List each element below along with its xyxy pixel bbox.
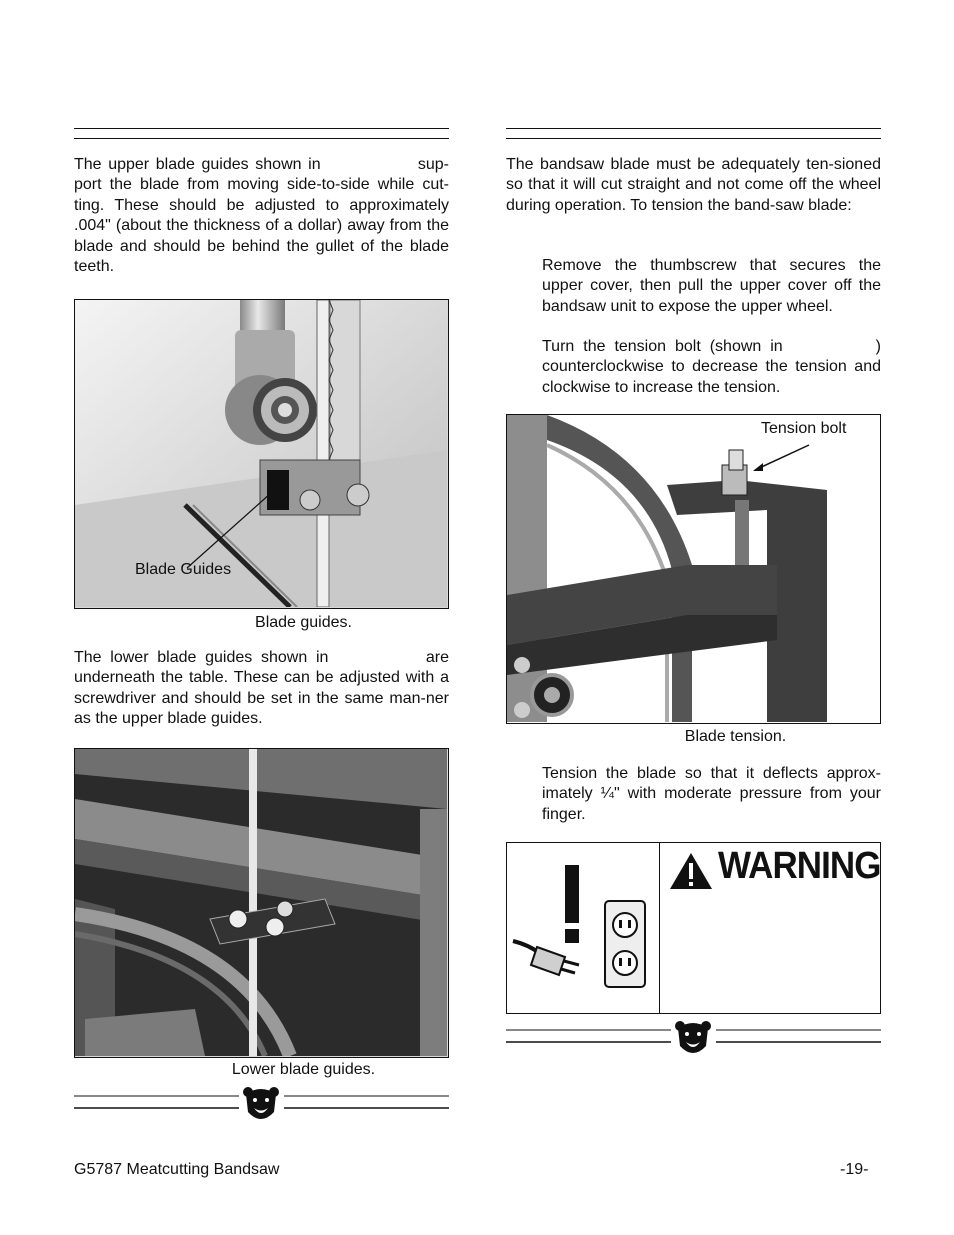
figure-caption: Blade tension. xyxy=(684,728,787,745)
bear-divider xyxy=(506,1018,881,1060)
section-rule xyxy=(506,138,881,139)
blade-guides-photo xyxy=(74,299,449,609)
bear-divider xyxy=(74,1084,449,1124)
unplug-icon xyxy=(509,857,657,997)
upper-guides-paragraph: The upper blade guides shown in sup-port the blade from moving side-to-side while cut-ting. These should be adjusted to approximately .004" (about the thickness of a dollar) away from the blade and should be behind the gullet of the blade teeth. xyxy=(74,156,449,276)
step-2: Turn the tension bolt (shown in ) counterclockwise to decrease the tension and clockwise to increase the tension. xyxy=(542,338,881,396)
lower-guides-paragraph: The lower blade guides shown in are underneath the table. These can be adjusted with a screwdriver and should be set in the same man-ner as the upper blade guides. xyxy=(74,649,450,728)
step-1: Remove the thumbscrew that secures the upper cover, then pull the upper cover off the bandsaw unit to expose the upper wheel. xyxy=(542,257,881,315)
warning-triangle-icon xyxy=(668,851,714,891)
figure-caption: Blade guides. xyxy=(255,614,352,631)
lower-blade-guides-photo xyxy=(74,748,449,1058)
figure-caption: Lower blade guides. xyxy=(231,1061,376,1078)
warning-label: WARNING xyxy=(718,845,881,887)
blade-tension-photo xyxy=(506,414,881,724)
tension-bolt-callout: Tension bolt xyxy=(761,420,847,437)
section-rule xyxy=(74,138,449,139)
tension-intro-paragraph: The bandsaw blade must be adequately ten-sioned so that it will cut straight and not come off the wheel during operation. To tension the band-saw blade: xyxy=(506,156,881,214)
bear-logo-icon xyxy=(243,1087,279,1119)
footer-title: G5787 Meatcutting Bandsaw xyxy=(74,1161,280,1178)
warning-box xyxy=(506,842,881,1014)
step-3: Tension the blade so that it deflects approx-imately ¼" with moderate pressure from your finger. xyxy=(542,765,881,823)
page-number: -19- xyxy=(840,1161,869,1178)
section-rule xyxy=(74,128,449,129)
bear-logo-icon xyxy=(675,1021,711,1053)
section-rule xyxy=(506,128,881,129)
blade-guides-callout: Blade Guides xyxy=(135,561,232,578)
